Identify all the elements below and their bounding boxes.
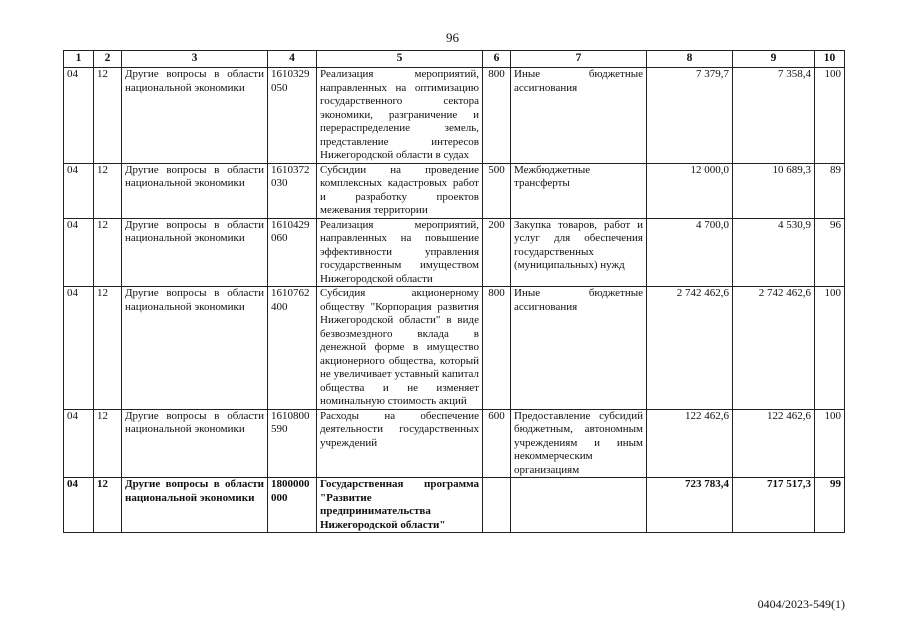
cell-expense-type-code	[483, 478, 511, 533]
cell-planned-amount: 4 700,0	[647, 218, 733, 287]
cell-target-name: Государственная программа "Развитие предпринимательства Нижегородской области"	[317, 478, 483, 533]
cell-section-name: Другие вопросы в области национальной экономики	[122, 68, 268, 164]
table-row	[64, 68, 845, 164]
cell-planned-amount: 2 742 462,6	[647, 287, 733, 410]
cell-actual-amount: 717 517,3	[733, 478, 815, 533]
cell-expense-type-name: Закупка товаров, работ и услуг для обеспечения государственных (муниципальных) нужд	[511, 218, 647, 287]
cell-target-code: 1800000 000	[268, 478, 317, 533]
cell-subsection: 12	[94, 163, 122, 218]
cell-section-name: Другие вопросы в области национальной экономики	[122, 287, 268, 410]
cell-expense-type-name	[511, 478, 647, 533]
cell-target-name: Реализация мероприятий, направленных на оптимизацию государственного сектора экономики, разграничение и перераспределение земель, представление интересов Нижегородской области в судах	[317, 68, 483, 164]
column-header: 8	[647, 51, 733, 68]
table-row	[64, 163, 845, 218]
cell-target-code: 1610800 590	[268, 409, 317, 478]
cell-section-name: Другие вопросы в области национальной экономики	[122, 163, 268, 218]
cell-percent: 100	[815, 68, 845, 164]
cell-subsection: 12	[94, 287, 122, 410]
cell-expense-type-code: 800	[483, 287, 511, 410]
cell-target-name: Реализация мероприятий, направленных на повышение эффективности управления государственным имуществом Нижегородской области	[317, 218, 483, 287]
cell-actual-amount: 7 358,4	[733, 68, 815, 164]
column-header: 7	[511, 51, 647, 68]
column-header: 4	[268, 51, 317, 68]
table-row	[64, 409, 845, 478]
cell-percent: 100	[815, 287, 845, 410]
cell-expense-type-name: Предоставление субсидий бюджетным, автономным учреждениям и иным некоммерческим организациям	[511, 409, 647, 478]
cell-actual-amount: 4 530,9	[733, 218, 815, 287]
column-header: 2	[94, 51, 122, 68]
column-header: 9	[733, 51, 815, 68]
cell-subsection: 12	[94, 409, 122, 478]
cell-section: 04	[64, 478, 94, 533]
cell-expense-type-code: 600	[483, 409, 511, 478]
cell-section: 04	[64, 163, 94, 218]
cell-section-name: Другие вопросы в области национальной экономики	[122, 409, 268, 478]
cell-expense-type-name: Иные бюджетные ассигнования	[511, 68, 647, 164]
cell-planned-amount: 122 462,6	[647, 409, 733, 478]
cell-percent: 99	[815, 478, 845, 533]
cell-section: 04	[64, 68, 94, 164]
cell-expense-type-code: 800	[483, 68, 511, 164]
cell-subsection: 12	[94, 68, 122, 164]
cell-expense-type-name: Иные бюджетные ассигнования	[511, 287, 647, 410]
cell-section: 04	[64, 218, 94, 287]
cell-target-code: 1610329 050	[268, 68, 317, 164]
column-header: 3	[122, 51, 268, 68]
header-row	[64, 51, 845, 68]
cell-planned-amount: 7 379,7	[647, 68, 733, 164]
cell-subsection: 12	[94, 218, 122, 287]
cell-planned-amount: 723 783,4	[647, 478, 733, 533]
column-header: 1	[64, 51, 94, 68]
cell-target-code: 1610372 030	[268, 163, 317, 218]
table-row	[64, 218, 845, 287]
column-header: 6	[483, 51, 511, 68]
cell-actual-amount: 2 742 462,6	[733, 287, 815, 410]
cell-planned-amount: 12 000,0	[647, 163, 733, 218]
cell-target-name: Расходы на обеспечение деятельности государственных учреждений	[317, 409, 483, 478]
cell-percent: 89	[815, 163, 845, 218]
cell-actual-amount: 122 462,6	[733, 409, 815, 478]
cell-subsection: 12	[94, 478, 122, 533]
cell-section: 04	[64, 287, 94, 410]
cell-section-name: Другие вопросы в области национальной экономики	[122, 478, 268, 533]
cell-target-code: 1610429 060	[268, 218, 317, 287]
cell-actual-amount: 10 689,3	[733, 163, 815, 218]
column-header: 10	[815, 51, 845, 68]
cell-section-name: Другие вопросы в области национальной экономики	[122, 218, 268, 287]
cell-percent: 96	[815, 218, 845, 287]
cell-percent: 100	[815, 409, 845, 478]
column-header: 5	[317, 51, 483, 68]
page-number: 96	[446, 30, 459, 45]
cell-target-name: Субсидии на проведение комплексных кадастровых работ и разработку проектов межевания территории	[317, 163, 483, 218]
document-code: 0404/2023-549(1)	[757, 597, 845, 611]
cell-expense-type-code: 200	[483, 218, 511, 287]
table-row	[64, 478, 845, 533]
cell-section: 04	[64, 409, 94, 478]
cell-expense-type-name: Межбюджетные трансферты	[511, 163, 647, 218]
cell-expense-type-code: 500	[483, 163, 511, 218]
table-row	[64, 287, 845, 410]
cell-target-name: Субсидия акционерному обществу "Корпорация развития Нижегородской области" в виде безвозмездного вклада в денежной форме в имущество акционерного общества, который не увеличивает уставный капитал общества и не изменяет номинальную стоимость акций	[317, 287, 483, 410]
budget-table	[63, 50, 845, 533]
cell-target-code: 1610762 400	[268, 287, 317, 410]
